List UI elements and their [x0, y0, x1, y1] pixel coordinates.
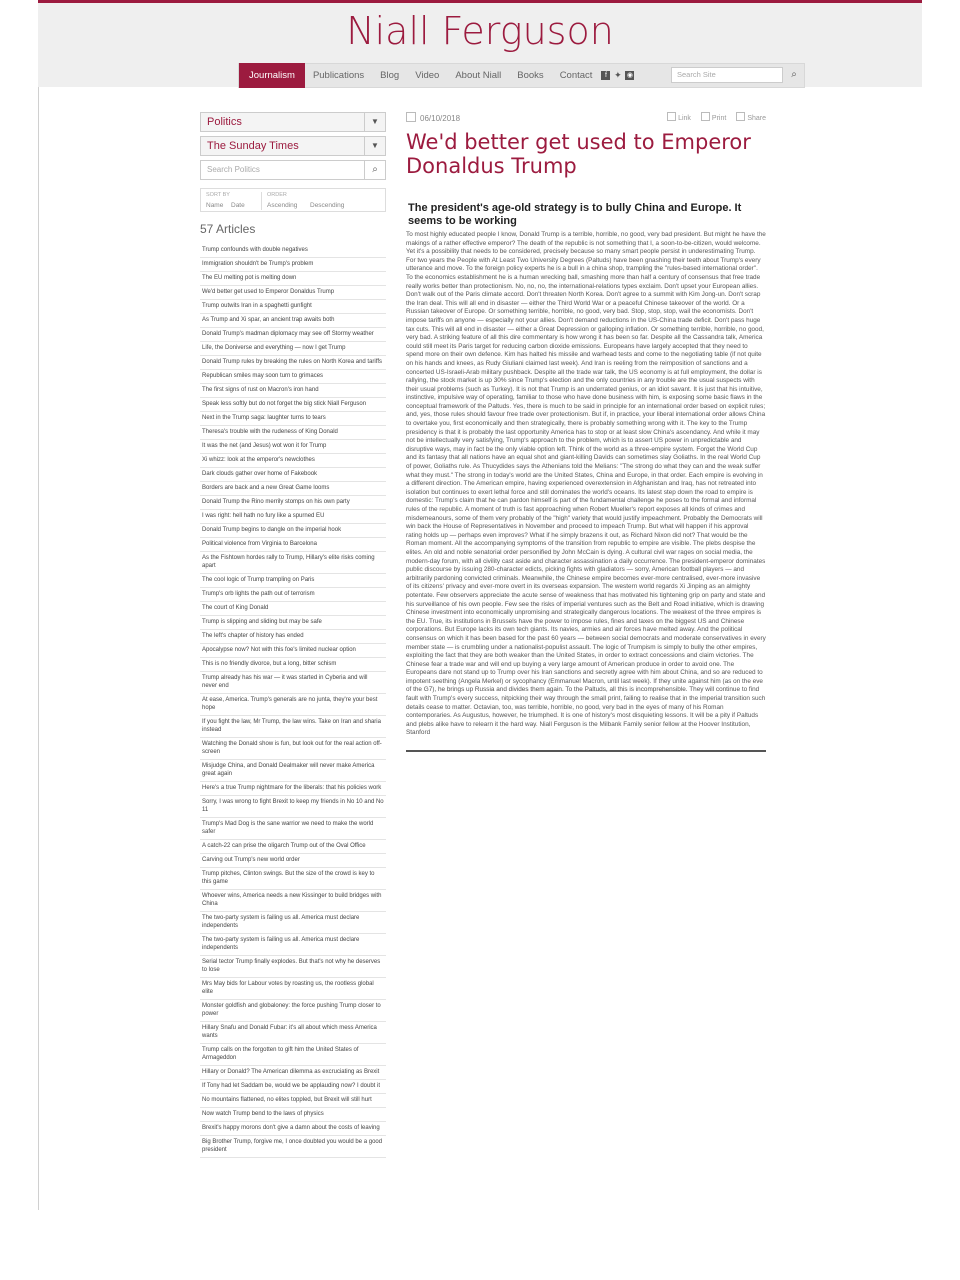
chevron-down-icon[interactable]: ▼ — [364, 137, 385, 155]
article-list-item[interactable]: Speak less softly but do not forget the big stick Niall Ferguson — [200, 398, 386, 412]
article-list-item[interactable]: Trump already has his war — it was started in Cyberia and will never end — [200, 672, 386, 694]
article-body: To most highly educated people I know, Donald Trump is a terrible, horrible, no good, very bad president. But might he have the makings of a rather effective emperor? The death of the republic is not something that I, a soon-to-be-citizen, would welcome. Yet it's a possibility that needs to be considered, precisely because so many smart people persist in underestimating Trump. For two years the People with At Least Two University Degrees (Paltuds) have been gnashing their teeth about Trump's every utterance and move. To the foreign policy experts he is a bull in a china shop, trampling the "rules-based international order". To the economics establishment he is a human wrecking ball, smashing more than half a century of consensus that free trade really works better than protectionism. No, no, no, the international-relations types exclaim. Don't upset your European allies. Don't walk out of the Paris climate accord. Don't threaten North Korea. Don't agree to a summit with Kim Jong-un. Don't scrap the Iran deal. This will all end in disaster — either the Third World War or a peaceful Chinese takeover of the world. Or a Russian takeover of Europe. Or something terrible, horrible, no good, very bad. Stop, stop, stop, wail the economists. Don't impose tariffs on anyone — especially not your allies. Don't demand reductions in the US-China trade deficit. Don't pass huge tax cuts. This will all end in disaster — either a Great Depression or galloping inflation. Or something terrible, horrible, no good, very bad. A striking feature of all this dire commentary is how wrong it has been so far. Despite all the Cassandra talk, America could still meet its Paris target for reducing carbon dioxide emissions. Europeans have largely accepted that they need to spend more on their own defence. Kim has halted his missile and warhead tests and come to the negotiating table (if not quite on his hands and knees, as Rudy Giuliani claimed last week). And Iran is reeling from the reimposition of sanctions and a concerted US-Israeli-Arab military pushback. Despite all the trade war talk, the US economy is at full employment, the dollar is rallying, the stock market is up 30% since Trump's election and the only countries in any trouble are the usual suspects with their usual problems (such as Turkey). It is not that Trump is an underrated genius, or an idiot savant. It is just that his intuitive, instinctive, impulsive way of operating, familiar to those who have done business with him, is exposing some basic flaws in the conceptual framework of the Paltuds. Yes, there is much to be said in principle for an international order based on explicit rules; and, yes, those rules should favour free trade over protectionism. But if, in practice, your liberal international order allows China to overtake you, first economically and then strategically, there is probably something wrong with it. The key to the Trump presidency is that it is probably the last opportunity America has to stop or at least slow China's ascendancy. And while it may not be intellectually very satisfying, Trump's approach to the problem, which is to assert US power in unpredictable and disruptive ways, may in fact be the only viable option left. Think of the world as a three-empire system. Forget the World Cup and its fantasy that all nations have an equal shot and giant-killing Davids can sometimes slay Goliaths. In the real World Cup of power, Goliaths rule. As Thucydides says the Athenians told the Melians: "The strong do what they can and the weak suffer what they must." The strong in today's world are the United States, China and Europe, in that order. Each empire is evolving in a different direction. The American empire, having experienced overextension in Afghanistan and Iraq, has not retreated into isolation but continues to exert lethal force and still dominates the world's oceans. Its latest step down the road to empire is domestic: Trump's claim that he can pardon himself is part of the fundamental challenge he poses to the formal and informal rules of the republic. A moment of truth is fast approaching when Robert Mueller's report exposes all kinds of crimes and misdemeanours, some of them very probably of the "high" variety that would justify impeachment. Probably the Democrats will win back the House of Representatives in November and proceed to impeach Trump. But what will happen if his approval rating holds up — perhaps even improves? What if he simply brazens it out, as Richard Nixon did not? That would be the Roman moment. All the accompanying symptoms of the transition from republic to empire are visible. The plebs despise the elites. An old and noble senatorial order personified by John McCain is dying. A cultural civil war rages on social media, the modern-day forum, with all civility cast aside and character assassination a daily occurrence. The president-emperor dominates public discourse by issuing 280-character edicts, picking fights with gladiators — sorry, American football players — and arbitrarily pardoning convicted criminals. Meanwhile, the Chinese empire becomes ever-more centralised, ever-more invasive of its citizens' privacy and ever-more overt in its overseas expansion. The western world regards Xi Jinping as an almighty potentate. Few observers appreciate the acute sense of weakness that has motivated his tightening grip on party and state and his surveillance of his own people. Few see the risks of imperial ventures such as the Belt and Road initiative, which is drawing Chinese investment into economically unpromising and strategically dangerous locations. The weakest of the three empires is the EU. True, its institutions in Brussels have the power to impose rules, fines and taxes on the biggest US and Chinese corporations. But Europe lacks its own tech giants. Its navies, armies and air forces have melted away. And the political consensus on which it has been based for the past 60 years — between social democrats and moderate conservatives in every member state — is crumbling under a nationalist-populist assault. The logic of Trumpism is simply to bully the other empires, exploiting the fact that they are both weaker than the United States, in order to extract concessions and claim victories. The Chinese fear a trade war and will end up buying a very large amount of American produce in order to avoid one. The Europeans dare not stand up to Trump over his Iran sanctions and secretly agree with him about China, and so are reduced to impotent seething (Angela Merkel) or sycophancy (Emmanuel Macron, until last week). If they unite against him (as on the eve of the G7), he brings up Russia and divides them again. To the Paltuds, all this is incomprehensible. They will continue to find fault with Trump's every success, nitpicking their way through the small print, failing to realise that in the imperial transition such details cease to matter. Octavian, too, was terrible, horrible, no good, very bad in the eyes of many of his Roman contemporaries. As Augustus, however, he triumphed. It is one of history's most disquieting lessons. It will be a pity if Paltuds and plebs alike have to relearn it the hard way. Niall Ferguson is the Milbank Family senior fellow at the Hoover Institution, Stanford — [406, 231, 766, 737]
nav-contact[interactable]: Contact — [559, 70, 593, 81]
article-list-item[interactable]: It was the net (and Jesus) wot won it for Trump — [200, 440, 386, 454]
article-list-item[interactable]: Mrs May bids for Labour votes by roasting us, the rootless global elite — [200, 978, 386, 1000]
article-list-item[interactable]: Hillary or Donald? The American dilemma as excruciating as Brexit — [200, 1066, 386, 1080]
article-end-rule — [406, 750, 766, 752]
politics-search-placeholder: Search Politics — [207, 165, 260, 174]
sort-controls — [200, 188, 386, 212]
article-list-item[interactable]: Trump calls on the forgotten to gift him the United States of Armageddon — [200, 1044, 386, 1066]
articles-count: 57 Articles — [200, 222, 256, 236]
rss-icon[interactable]: ◉ — [626, 72, 633, 79]
article-list-item[interactable]: Borders are back and a new Great Game looms — [200, 482, 386, 496]
article-list-item[interactable]: Trump's Mad Dog is the sane warrior we need to make the world safer — [200, 818, 386, 840]
article-list-item[interactable]: Donald Trump rules by breaking the rules on North Korea and tariffs — [200, 356, 386, 370]
category-select[interactable] — [200, 112, 386, 132]
article-list-item[interactable]: The court of King Donald — [200, 602, 386, 616]
article-list-item[interactable]: The EU melting pot is melting down — [200, 272, 386, 286]
article-list-item[interactable]: This is no friendly divorce, but a long, bitter schism — [200, 658, 386, 672]
article-list-item[interactable]: No mountains flattened, no elites toppled, but Brexit will still hurt — [200, 1094, 386, 1108]
article-list-item[interactable]: If you fight the law, Mr Trump, the law wins. Take on Iran and sharia instead — [200, 716, 386, 738]
main-navbar — [238, 63, 805, 88]
article-list-item[interactable]: Apocalypse now? Not with this foe's limited nuclear option — [200, 644, 386, 658]
article-headline: We'd better get used to Emperor Donaldus Trump — [406, 130, 751, 178]
article-list-item[interactable]: Dark clouds gather over home of Fakebook — [200, 468, 386, 482]
article-list-item[interactable]: Watching the Donald show is fun, but look out for the real action off-screen — [200, 738, 386, 760]
politics-search-input[interactable] — [200, 160, 386, 180]
share-icon — [736, 112, 745, 121]
article-list-item[interactable]: The cool logic of Trump trampling on Paris — [200, 574, 386, 588]
sort-by-caption: SORT BY — [206, 192, 230, 198]
article-list-item[interactable]: Donald Trump's madman diplomacy may see off Stormy weather — [200, 328, 386, 342]
nav-blog[interactable]: Blog — [380, 70, 400, 81]
site-header — [38, 3, 922, 87]
article-list-item[interactable]: If Tony had let Saddam be, would we be applauding now? I doubt it — [200, 1080, 386, 1094]
article-list — [200, 244, 386, 1158]
sidebar — [200, 112, 386, 1158]
twitter-icon[interactable]: ✦ — [614, 70, 622, 80]
article-list-item[interactable]: I was right: hell hath no fury like a spurned EU — [200, 510, 386, 524]
article-list-item[interactable]: Now watch Trump bend to the laws of physics — [200, 1108, 386, 1122]
facebook-icon[interactable]: f — [601, 71, 610, 80]
article-date: 06/10/2018 — [420, 114, 461, 123]
sort-divider — [261, 192, 262, 210]
publication-select[interactable] — [200, 136, 386, 156]
link-button[interactable]: Link — [667, 112, 691, 122]
nav-about-niall[interactable]: About Niall — [455, 70, 502, 81]
article-subhead: The president's age-old strategy is to bully China and Europe. It seems to be working — [408, 202, 742, 227]
article-list-item[interactable]: At ease, America. Trump's generals are no junta, they're your best hope — [200, 694, 386, 716]
article-list-item[interactable]: As Trump and Xi spar, an ancient trap awaits both — [200, 314, 386, 328]
article-meta — [406, 112, 766, 126]
article-list-item[interactable]: The first signs of rust on Macron's iron hand — [200, 384, 386, 398]
publication-select-value: The Sunday Times — [207, 140, 299, 152]
site-search-input[interactable]: Search Site — [671, 67, 783, 83]
article-list-item[interactable]: Life, the Doniverse and everything — now I get Trump — [200, 342, 386, 356]
sort-date-option[interactable]: Date — [231, 202, 245, 209]
article-list-item[interactable]: We'd better get used to Emperor Donaldus Trump — [200, 286, 386, 300]
share-button[interactable]: Share — [736, 112, 766, 122]
chevron-down-icon[interactable]: ▼ — [364, 113, 385, 131]
article-main — [406, 112, 766, 752]
article-list-item[interactable]: Hillary Snafu and Donald Fubar: it's all about which mess America wants — [200, 1022, 386, 1044]
article-tools — [667, 112, 766, 122]
search-icon[interactable]: ⌕ — [791, 69, 797, 80]
article-list-item[interactable]: The two-party system is failing us all. America must declare independents — [200, 934, 386, 956]
sort-name-option[interactable]: Name — [206, 202, 224, 209]
article-list-item[interactable]: Trump outwits Iran in a spaghetti gunfight — [200, 300, 386, 314]
article-list-item[interactable]: Trump confounds with double negatives — [200, 244, 386, 258]
article-list-item[interactable]: Serial tector Trump finally explodes. But that's not why he deserves to lose — [200, 956, 386, 978]
social-links — [601, 71, 634, 80]
article-list-item[interactable]: Next in the Trump saga: laughter turns to tears — [200, 412, 386, 426]
article-list-item[interactable]: Xi whizz: look at the emperor's newclothes — [200, 454, 386, 468]
search-icon[interactable]: ⌕ — [364, 161, 385, 179]
article-list-item[interactable]: As the Fishtown hordes rally to Trump, Hillary's elite risks coming apart — [200, 552, 386, 574]
article-list-item[interactable]: The two-party system is failing us all. America must declare independents — [200, 912, 386, 934]
category-select-value: Politics — [207, 116, 242, 128]
article-list-item[interactable]: A catch-22 can prise the oligarch Trump out of the Oval Office — [200, 840, 386, 854]
order-caption: ORDER — [267, 192, 287, 198]
order-descending-option[interactable]: Descending — [310, 202, 345, 209]
article-list-item[interactable]: Monster goldfish and globaloney: the force pushing Trump closer to power — [200, 1000, 386, 1022]
article-list-item[interactable]: Donald Trump the Rino merrily stomps on his own party — [200, 496, 386, 510]
link-icon — [667, 112, 676, 121]
article-list-item[interactable]: Brexit's happy morons don't give a damn about the costs of leaving — [200, 1122, 386, 1136]
article-list-item[interactable]: Donald Trump begins to dangle on the imperial hook — [200, 524, 386, 538]
print-icon — [701, 112, 710, 121]
calendar-icon — [406, 112, 416, 122]
article-list-item[interactable]: Immigration shouldn't be Trump's problem — [200, 258, 386, 272]
article-list-item[interactable]: Republican smiles may soon turn to grimaces — [200, 370, 386, 384]
nav-books[interactable]: Books — [517, 70, 544, 81]
print-button[interactable]: Print — [701, 112, 726, 122]
article-list-item[interactable]: Sorry, I was wrong to fight Brexit to keep my friends in No 10 and No 11 — [200, 796, 386, 818]
nav-video[interactable]: Video — [415, 70, 440, 81]
order-ascending-option[interactable]: Ascending — [267, 202, 298, 209]
article-list-item[interactable]: The left's chapter of history has ended — [200, 630, 386, 644]
nav-journalism[interactable]: Journalism — [239, 63, 305, 88]
article-list-item[interactable]: Trump pitches, Clinton swings. But the size of the crowd is key to this game — [200, 868, 386, 890]
site-title[interactable]: Niall Ferguson — [346, 9, 614, 53]
article-list-item[interactable]: Political violence from Virginia to Barcelona — [200, 538, 386, 552]
article-list-item[interactable]: Here's a true Trump nightmare for the liberals: that his policies work — [200, 782, 386, 796]
article-list-item[interactable]: Big Brother Trump, forgive me, I once doubted you would be a good president — [200, 1136, 386, 1158]
article-list-item[interactable]: Trump's orb lights the path out of terrorism — [200, 588, 386, 602]
article-list-item[interactable]: Whoever wins, America needs a new Kissinger to build bridges with China — [200, 890, 386, 912]
article-list-item[interactable]: Carving out Trump's new world order — [200, 854, 386, 868]
nav-publications[interactable]: Publications — [312, 70, 365, 81]
article-list-item[interactable]: Theresa's trouble with the rudeness of King Donald — [200, 426, 386, 440]
article-list-item[interactable]: Trump is slipping and sliding but may be safe — [200, 616, 386, 630]
article-list-item[interactable]: Misjudge China, and Donald Dealmaker will never make America great again — [200, 760, 386, 782]
